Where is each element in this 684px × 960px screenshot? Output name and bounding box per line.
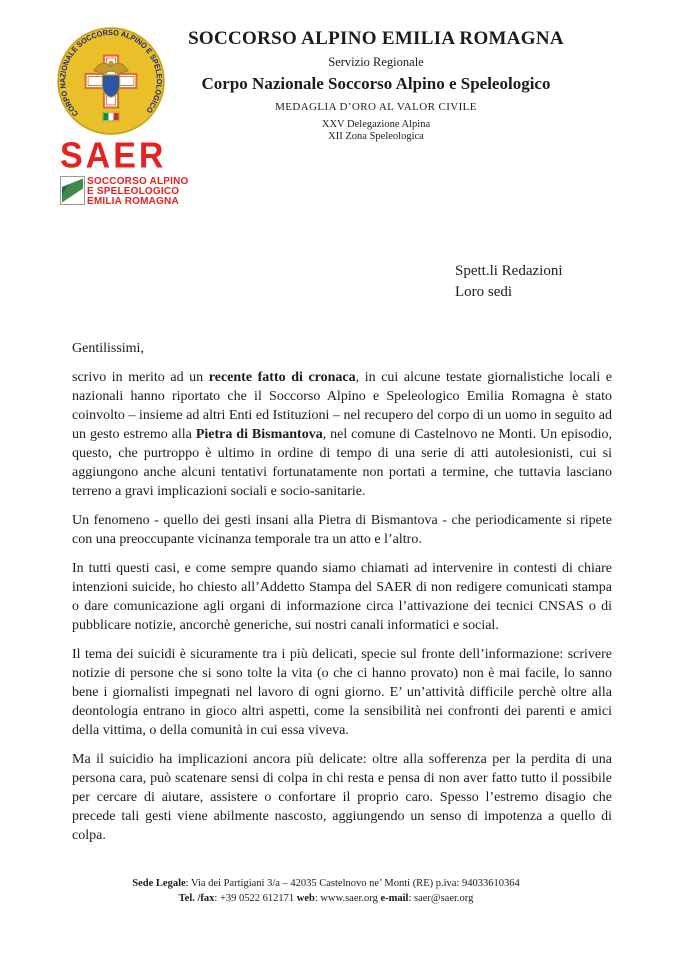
paragraph-4: Il tema dei suicidi è sicuramente tra i più delicati, specie sul fronte dell’informazione: scrivere notizie di persone che si sono tolte la vita (o che ci hanno provato) non è mai facile, lo sanno bene i giornalisti impegnati nel lavoro di ogni giorno. E’ un’attività difficile perchè oltre alla deontologia entrano in gioco altri aspetti, come la sensibilità nei confronti dei parenti e amici della vittima, o della comunità in cui essa viveva. bbox=[72, 647, 612, 738]
saer-subtitle-line: EMILIA ROMAGNA bbox=[87, 196, 179, 207]
org-subtitle: Servizio Regionale bbox=[328, 55, 424, 69]
paragraph-1: scrivo in merito ad un recente fatto di cronaca, in cui alcune testate giornalistiche locali e nazionali hanno riportato che il Soccorso Alpino e Speleologico Emilia Romagna è stato coinvolto – insieme ad altri Enti ed Istituzioni – nel recupero del corpo di un uomo in seguito ad un gesto estremo alla Pietra di Bismantova, nel comune di Castelnovo ne Monti. Un episodio, questo, che purtroppo è ultimo in ordine di tempo di una serie di atti autolesionisti, cui si aggiungono anche alcuni tentativi fortunatamente non portati a termine, che tuttavia lasciano terreno a gravi implicazioni sociali e socio-sanitarie. bbox=[72, 370, 613, 499]
footer-address-line: Sede Legale: Via dei Partigiani 3/a – 42035 Castelnovo ne’ Monti (RE) p.iva: 94033610364 bbox=[132, 878, 520, 889]
letter-body bbox=[72, 258, 612, 855]
recipient-line: Spett.li Redazioni bbox=[455, 263, 563, 279]
shield-icon bbox=[102, 75, 119, 97]
paragraph-5: Ma il suicidio ha implicazioni ancora più delicate: oltre alla sofferenza per la perdita di una persona cara, può scatenare sensi di colpa in chi resta e pensa di non aver fatto tutto il possibile per cercare di aiutare, assistere o confortare il proprio caro. Spesso l’estremo disagio che precede tali gesti viene abilmente nascosto, aggiungendo un senso di impotenza a quello di colpa. bbox=[72, 752, 612, 843]
saer-subtitle-line: E SPELEOLOGICO bbox=[87, 186, 180, 197]
delegation-speleo: XII Zona Speleologica bbox=[328, 131, 424, 142]
saer-subtitle-line: SOCCORSO ALPINO bbox=[87, 176, 189, 187]
green-mountain-icon bbox=[60, 176, 85, 205]
footer-contact-line: Tel. /fax: +39 0522 612171 web: www.saer.org e-mail: saer@saer.org bbox=[178, 893, 474, 904]
org-title: SOCCORSO ALPINO EMILIA ROMAGNA bbox=[188, 28, 564, 49]
delegation-alpina: XXV Delegazione Alpina bbox=[321, 119, 431, 130]
saer-acronym: SAER bbox=[60, 135, 167, 176]
footer bbox=[40, 876, 612, 906]
saer-subtitle bbox=[87, 176, 189, 207]
letterhead bbox=[120, 28, 632, 142]
saer-logo bbox=[60, 135, 189, 207]
salutation: Gentilissimi, bbox=[72, 341, 144, 356]
paragraph-3: In tutti questi casi, e come sempre quando siamo chiamati ad intervenire in contesti di chiare intenzioni suicide, ho chiesto all’Addetto Stampa del SAER di non redigere comunicati stampa o dare comunicazione agli organi di informazione circa l’attivazione dei tecnici CNSAS o di pubblicare notizie, ancorchè generiche, sui nostri canali informatici e social. bbox=[72, 561, 612, 633]
italian-flag-icon bbox=[102, 112, 119, 121]
recipient-block bbox=[455, 258, 612, 303]
emblem-ring-text: CORPO NAZIONALE SOCCORSO ALPINO E SPELEOLOGICO bbox=[58, 28, 164, 119]
org-name: Corpo Nazionale Soccorso Alpino e Speleologico bbox=[201, 74, 551, 93]
recipient-line: Loro sedi bbox=[455, 284, 513, 300]
org-honor: MEDAGLIA D’ORO AL VALOR CIVILE bbox=[275, 101, 477, 113]
paragraph-2: Un fenomeno - quello dei gesti insani alla Pietra di Bismantova - che periodicamente si ripete con una preoccupante vicinanza temporale tra un atto e l’altro. bbox=[72, 513, 612, 547]
